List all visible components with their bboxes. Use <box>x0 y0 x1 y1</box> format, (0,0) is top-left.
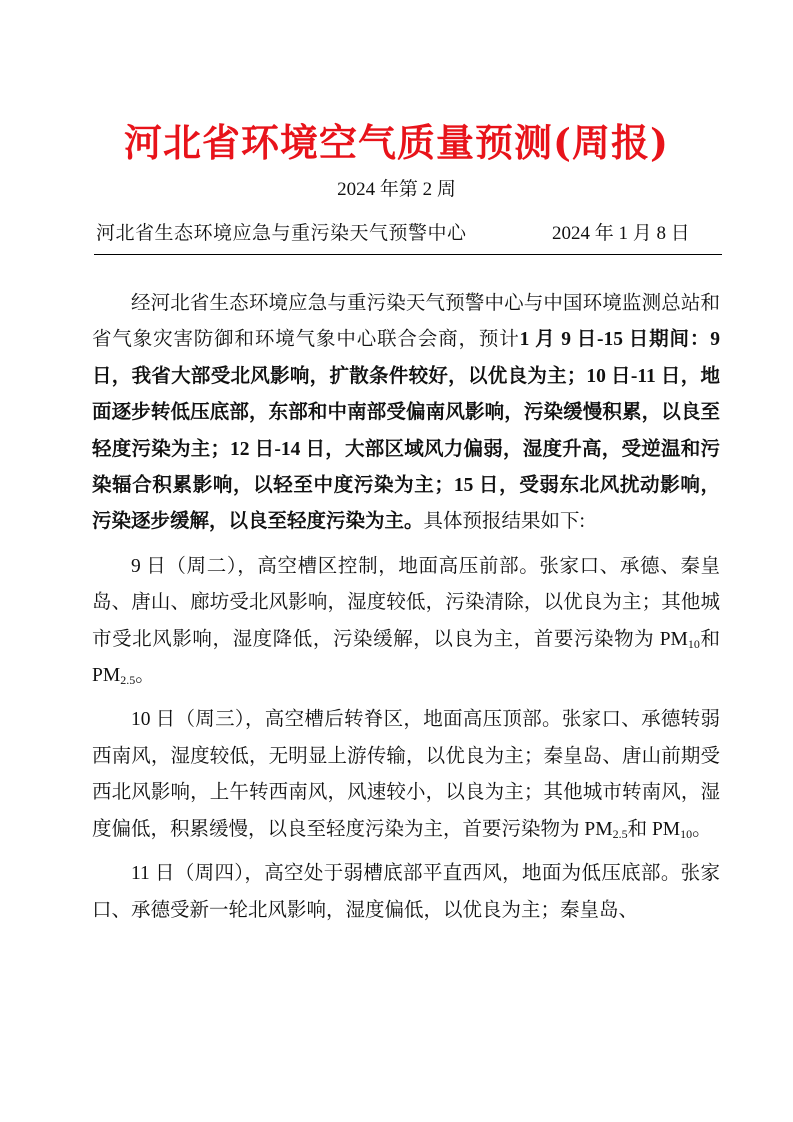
pollutant-subscript: 10 <box>680 826 693 841</box>
intro-paragraph <box>92 286 720 541</box>
day-10-text-end: 。 <box>692 818 712 840</box>
day-9-text-join: 和 PM <box>92 628 720 687</box>
publish-date: 2024 年 1 月 8 日 <box>552 223 690 244</box>
publisher: 河北省生态环境应急与重污染天气预警中心 <box>96 223 467 244</box>
pollutant-subscript: 10 <box>687 636 700 651</box>
day-9-text: 9 日（周二），高空槽区控制，地面高压前部。张家口、承德、秦皇岛、唐山、廊坊受北风影响，湿度较低，污染清除，以优良为主；其他城市受北风影响，湿度降低，污染缓解，以良为主，首要污染物为 PM <box>92 555 720 650</box>
day-10-text-join: 和 PM <box>627 818 681 840</box>
pollutant-subscript: 2.5 <box>612 826 628 841</box>
intro-forecast-summary: 1 月 9 日-15 日期间：9 日，我省大部受北风影响，扩散条件较好，以优良为主；10 日-11 日，地面逐步转低压底部，东部和中南部受偏南风影响，污染缓慢积累，以良至轻度污染为主；12 日-14 日，大部区域风力偏弱，湿度升高，受逆温和污染辐合积累影响，以轻至中度污染为主；15 日，受弱东北风扰动影响，污染逐步缓解，以良至轻度污染为主。 <box>92 329 720 533</box>
day-10-text: 10 日（周三），高空槽后转脊区，地面高压顶部。张家口、承德转弱西南风，湿度较低，无明显上游传输，以优良为主；秦皇岛、唐山前期受西北风影响，上午转西南风，风速较小，以良为主；其他城市转南风，湿度偏低，积累缓慢，以良至轻度污染为主，首要污染物为 PM <box>92 709 720 840</box>
header-divider <box>94 254 722 255</box>
day-9-paragraph <box>92 549 720 695</box>
pollutant-subscript: 2.5 <box>120 673 136 688</box>
document-title: 河北省环境空气质量预测(周报) <box>124 120 669 165</box>
intro-text: 经河北省生态环境应急与重污染天气预警中心与中国环境监测总站和省气象灾害防御和环境气象中心联合会商，预计 <box>92 293 720 351</box>
day-9-text-end: 。 <box>135 665 155 687</box>
issue-number: 2024 年第 2 周 <box>337 179 456 200</box>
document-body <box>92 286 720 937</box>
day-10-paragraph <box>92 702 720 848</box>
day-11-paragraph <box>92 856 720 929</box>
day-11-text: 11 日（周四），高空处于弱槽底部平直西风，地面为低压底部。张家口、承德受新一轮北风影响，湿度偏低，以优良为主；秦皇岛、 <box>92 863 720 921</box>
intro-closing: 具体预报结果如下: <box>423 511 585 533</box>
